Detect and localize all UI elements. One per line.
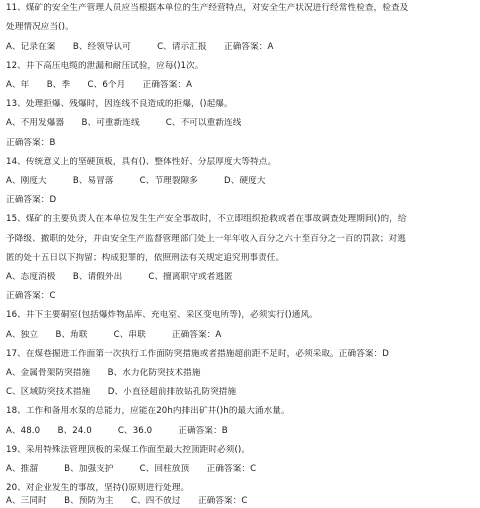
- question-12-options: A、年 B、季 C、6个月 正确答案：A: [6, 80, 193, 90]
- question-19-text: 19、采用特殊法管理顶板的采煤工作面至最大控顶距时必须()。: [6, 445, 251, 455]
- question-18-options: A、48.0 B、24.0 C、36.0 正确答案：B: [6, 426, 228, 436]
- question-14-options: A、刚度大 B、易冒落 C、节理裂隙多 D、硬度大: [6, 176, 266, 186]
- question-19-options: A、推溜 B、加强支护 C、回柱放顶 正确答案：C: [6, 464, 257, 474]
- question-15-line-1: 15、煤矿的主要负责人在本单位发生生产安全事故时，不立即组织抢救或者在事故调查处理期间()的，给: [6, 214, 407, 224]
- question-18-text: 18、工作和备用水泵的总能力，应能在20h内排出矿井()h的最大涌水量。: [6, 406, 290, 416]
- question-13-answer: 正确答案：B: [6, 138, 56, 148]
- question-15-options: A、态度消极 B、请假外出 C、擅离职守或者逃匿: [6, 272, 233, 282]
- question-17-options-ab: A、金属骨架防突措施 B、水力化防突技术措施: [6, 368, 201, 378]
- question-20-text: 20、对企业发生的事故，坚持()原则进行处理。: [6, 483, 190, 493]
- question-12-text: 12、井下高压电缆的泄漏和耐压试验，应每()1次。: [6, 61, 204, 71]
- question-15-line-2: 予降级、撤职的处分，并由安全生产监督管理部门处上一年年收入百分之六十至百分之一百的罚款；对逃: [6, 234, 406, 244]
- question-14-answer: 正确答案：D: [6, 195, 57, 205]
- question-16-text: 16、井下主要硐室(包括爆炸物品库、充电室、采区变电所等)，必须实行()通风。: [6, 310, 318, 320]
- question-13-text: 13、处理拒爆、残爆时，因连线不良造成的拒爆，()起爆。: [6, 99, 233, 109]
- question-15-line-3: 匿的处十五日以下拘留；构成犯罪的，依照刑法有关规定追究刑事责任。: [6, 253, 285, 263]
- question-11-line-1: 11、煤矿的安全生产管理人员应当根据本单位的生产经营特点，对安全生产状况进行经常性检查，检查及: [6, 3, 409, 13]
- question-16-options: A、独立 B、角联 C、串联 正确答案：A: [6, 330, 222, 340]
- question-13-options: A、不用发爆器 B、可重新连线 C、不可以重新连线: [6, 118, 242, 128]
- question-11-line-2: 处理情况应当()。: [6, 22, 74, 32]
- question-15-answer: 正确答案：C: [6, 291, 56, 301]
- question-14-text: 14、传统意义上的坚硬顶板，具有()、整体性好、分层厚度大等特点。: [6, 157, 277, 167]
- question-17-text: 17、在煤巷掘进工作面第一次执行工作面防突措施或者措施超前距不足时，必须采取。正确答案：D: [6, 349, 389, 359]
- question-17-options-cd: C、区域防突技术措施 D、小直径超前排放钻孔防突措施: [6, 387, 237, 397]
- question-11-options: A、记录在案 B、经领导认可 C、请示汇报 正确答案：A: [6, 42, 274, 52]
- question-20-options: A、三同时 B、预防为主 C、四不放过 正确答案：C: [6, 496, 248, 506]
